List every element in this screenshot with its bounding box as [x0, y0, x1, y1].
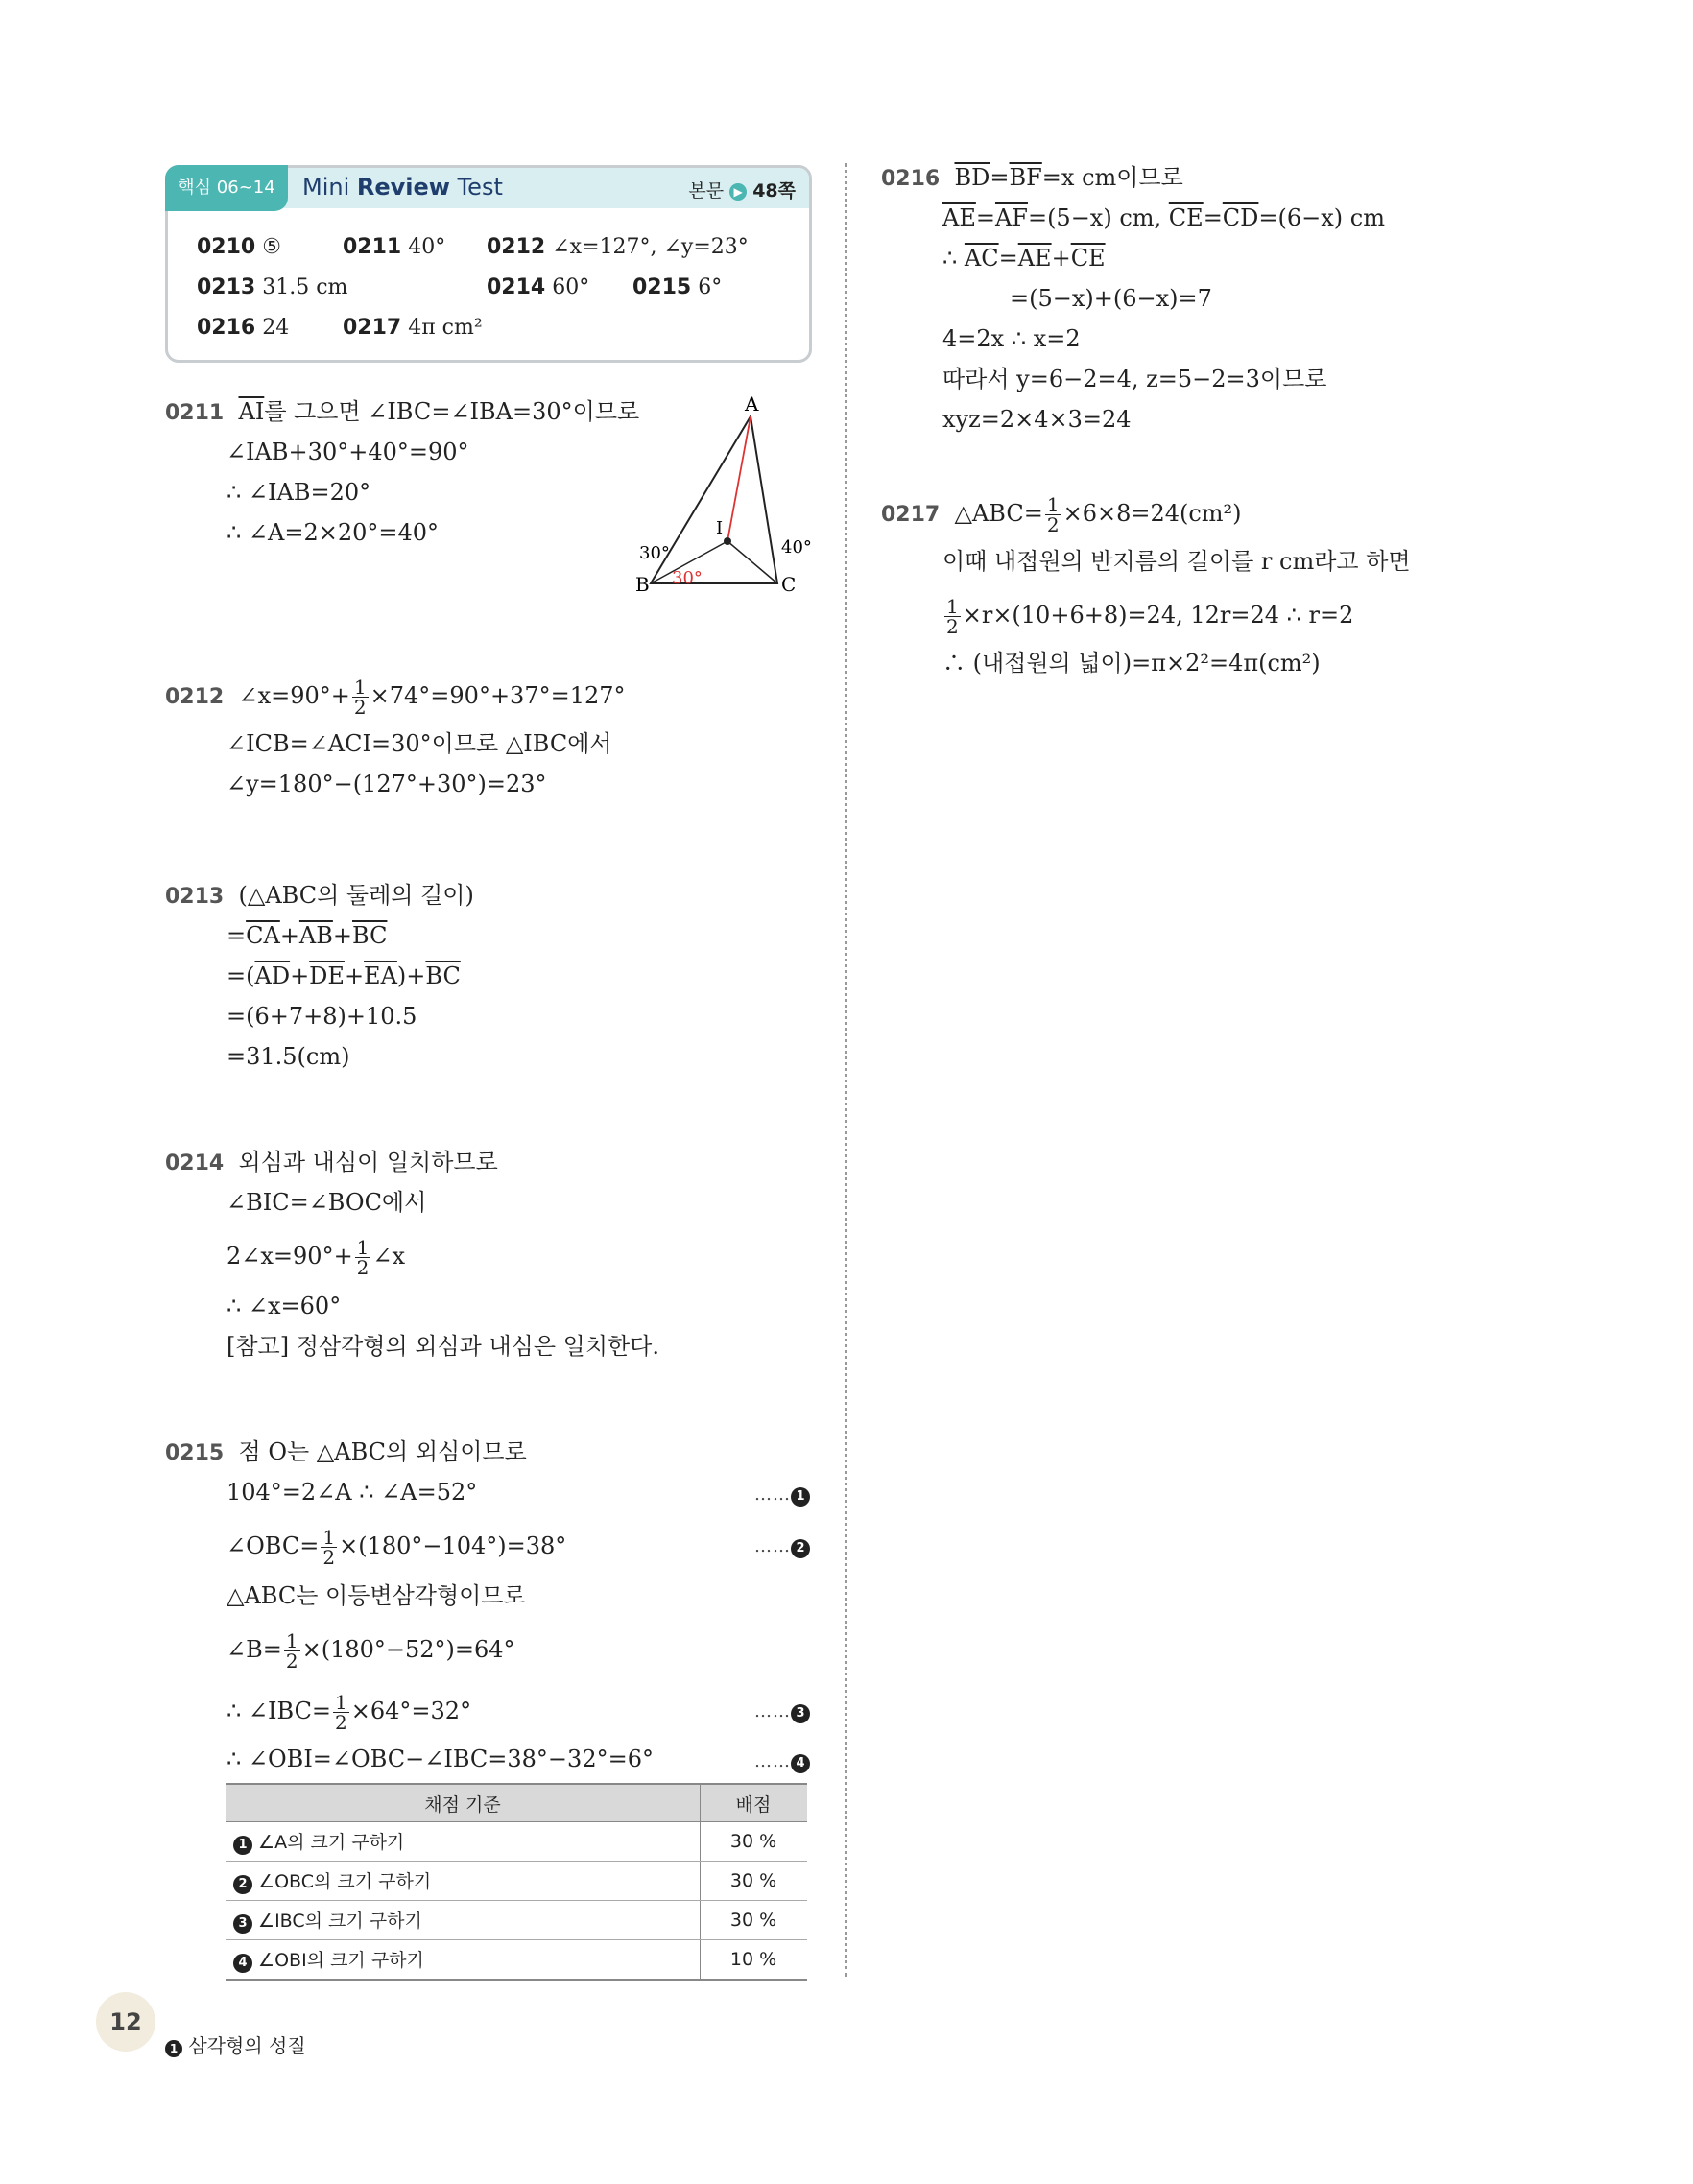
- table-row: [226, 1940, 807, 1981]
- segment-cd: $\overline{CD}$: [1222, 204, 1259, 231]
- step-marker-2: [754, 1530, 810, 1561]
- incenter-point: [724, 537, 731, 545]
- table-row: [226, 1901, 807, 1940]
- segment-ea: $\overline{EA}$: [364, 962, 397, 989]
- t: =(6−x) cm: [1258, 204, 1385, 231]
- numerator: 1: [322, 1526, 336, 1549]
- answer-0214: [487, 275, 589, 299]
- page-number: 12: [96, 1992, 155, 2052]
- problem-number: 0212: [165, 685, 225, 709]
- chapter-title: 삼각형의 성질: [188, 2034, 306, 2057]
- solution-0216-line6: 따라서 y=6−2=4, z=5−2=3이므로: [942, 366, 1327, 392]
- answer-val: 31.5 cm: [262, 275, 348, 299]
- segment-de: $\overline{DE}$: [309, 962, 345, 989]
- solution-0216-line4: =(5−x)+(6−x)=7: [1010, 285, 1212, 312]
- t: =x cm이므로: [1041, 164, 1183, 191]
- solution-0217-line2: 이때 내접원의 반지름의 길이를 r cm라고 하면: [942, 548, 1411, 575]
- criteria-text: ∠OBI의 크기 구하기: [258, 1950, 424, 1971]
- denominator: 2: [335, 1711, 347, 1734]
- t: +: [279, 922, 299, 949]
- answer-num: 0215: [632, 275, 692, 299]
- solution-0214-note: [참고] 정삼각형의 외심과 내심은 일치한다.: [227, 1333, 659, 1360]
- problem-number: 0215: [165, 1441, 225, 1465]
- answer-val: 40°: [408, 235, 446, 259]
- text: ×74°=90°+37°=127°: [370, 682, 626, 709]
- solution-0214-line4: ∴ ∠x=60°: [227, 1293, 342, 1319]
- angle-label-b: 30°: [639, 543, 670, 563]
- step-marker-4: [754, 1745, 810, 1776]
- segment-ac: $\overline{AC}$: [964, 245, 999, 272]
- solution-0217-line1: [881, 495, 1242, 534]
- text: 를 그으면 ∠IBC=∠IBA=30°이므로: [264, 398, 640, 425]
- answer-val: ⑤: [262, 235, 281, 259]
- solution-0212-line3: ∠y=180°−(127°+30°)=23°: [227, 771, 547, 797]
- fraction: [333, 1693, 349, 1732]
- answer-0216: [197, 316, 289, 340]
- segment-bf: $\overline{BF}$: [1009, 164, 1042, 191]
- segment-ci: [727, 541, 777, 583]
- marker-1-icon: 1: [233, 1836, 252, 1855]
- answer-num: 0217: [343, 316, 402, 340]
- answer-num: 0212: [487, 235, 546, 259]
- review-title-test: Test: [449, 174, 503, 201]
- segment-ae: $\overline{AE}$: [942, 204, 976, 231]
- text: 외심과 내심이 일치하므로: [238, 1149, 498, 1175]
- solution-0215-line2: 104°=2∠A ∴ ∠A=52°: [227, 1479, 478, 1506]
- solution-0216-line2: [942, 203, 1385, 232]
- solution-0215-line4: △ABC는 이등변삼각형이므로: [227, 1582, 526, 1609]
- marker-3-icon: 3: [791, 1704, 810, 1723]
- solution-0211-line3: ∴ ∠IAB=20°: [227, 479, 371, 506]
- answer-0215: [632, 275, 722, 299]
- problem-number: 0217: [881, 503, 941, 527]
- mini-review-box: [165, 165, 812, 363]
- solution-0215-line3: [227, 1528, 566, 1567]
- solution-0213-line3: [227, 961, 461, 990]
- points-cell: 30 %: [701, 1822, 808, 1862]
- denominator: 2: [356, 1256, 370, 1279]
- text: ×(180°−104°)=38°: [339, 1532, 567, 1559]
- problem-number: 0211: [165, 401, 225, 425]
- t: ∴: [942, 245, 965, 272]
- fraction: [944, 597, 961, 636]
- t: =: [1203, 204, 1223, 231]
- angle-label-b2: 30°: [672, 568, 703, 588]
- solution-0215-line5: [227, 1631, 515, 1671]
- t: =(: [227, 962, 255, 989]
- numerator: 1: [356, 1236, 370, 1259]
- marker-4-icon: 4: [791, 1754, 810, 1773]
- criteria-cell: [226, 1822, 701, 1862]
- review-page-ref: [688, 177, 796, 202]
- answer-num: 0213: [197, 275, 256, 299]
- text: ∴ ∠IBC=: [227, 1697, 332, 1724]
- t: +: [290, 962, 310, 989]
- denominator: 2: [353, 696, 367, 719]
- marker-2-icon: 2: [233, 1875, 252, 1894]
- solution-0213-line2: [227, 921, 387, 950]
- solution-0213-line4: =(6+7+8)+10.5: [227, 1003, 417, 1030]
- t: =: [998, 245, 1018, 272]
- denominator: 2: [322, 1546, 336, 1569]
- marker-1-icon: 1: [791, 1487, 810, 1507]
- fraction: [284, 1631, 300, 1671]
- solution-0217-line3: [942, 597, 1353, 636]
- segment-ca: $\overline{CA}$: [246, 922, 280, 949]
- answer-num: 0211: [343, 235, 402, 259]
- segment-bd: $\overline{BD}$: [954, 164, 990, 191]
- dots: ……: [754, 1536, 791, 1556]
- solution-0215-line6: [227, 1693, 471, 1732]
- marker-3-icon: 3: [233, 1914, 252, 1934]
- answer-0211: [343, 235, 445, 259]
- header-criteria: 채점 기준: [226, 1784, 701, 1822]
- ref-page: 48쪽: [752, 180, 796, 202]
- table-row: [226, 1862, 807, 1901]
- solution-0212-line1: [165, 677, 626, 717]
- review-title-mini: Mini: [302, 174, 357, 201]
- label-b: B: [635, 573, 650, 596]
- arrow-right-icon: ▶: [729, 183, 747, 201]
- text: ×r×(10+6+8)=24, 12r=24 ∴ r=2: [962, 602, 1354, 629]
- review-tag: 핵심 06~14: [165, 165, 288, 211]
- points-cell: 30 %: [701, 1862, 808, 1901]
- solution-0216-line7: xyz=2×4×3=24: [942, 406, 1132, 433]
- problem-number: 0216: [881, 167, 941, 191]
- points-cell: 10 %: [701, 1940, 808, 1981]
- text: 점 O는 △ABC의 외심이므로: [238, 1438, 527, 1465]
- header-points: 배점: [701, 1784, 808, 1822]
- table-row: [226, 1822, 807, 1862]
- criteria-cell: [226, 1901, 701, 1940]
- text: 2∠x=90°+: [227, 1243, 353, 1270]
- fraction: [321, 1528, 337, 1567]
- numerator: 1: [285, 1629, 298, 1652]
- answer-num: 0214: [487, 275, 546, 299]
- text: (△ABC의 둘레의 길이): [238, 882, 474, 909]
- ref-label: 본문: [688, 180, 725, 202]
- text: ∠x=90°+: [238, 682, 350, 709]
- segment-ad: $\overline{AD}$: [254, 962, 291, 989]
- text: ∠x: [372, 1243, 406, 1270]
- angle-label-c: 40°: [781, 537, 812, 558]
- points-cell: 30 %: [701, 1901, 808, 1940]
- segment-ab: $\overline{AB}$: [298, 922, 333, 949]
- numerator: 1: [946, 595, 959, 618]
- scoring-table: [226, 1783, 807, 1981]
- criteria-text: ∠IBC의 크기 구하기: [258, 1911, 422, 1932]
- solution-0212-line2: ∠ICB=∠ACI=30°이므로 △IBC에서: [227, 730, 612, 757]
- numerator: 1: [335, 1691, 347, 1714]
- t: +: [344, 962, 365, 989]
- table-header-row: [226, 1784, 807, 1822]
- segment-ae: $\overline{AE}$: [1017, 245, 1052, 272]
- t: )+: [396, 962, 426, 989]
- denominator: 2: [946, 615, 959, 638]
- segment-af: $\overline{AF}$: [994, 204, 1028, 231]
- solution-0216-line3: [942, 244, 1106, 273]
- solution-0215-line1: [165, 1437, 527, 1468]
- answer-0213: [197, 275, 347, 299]
- answer-val: 60°: [552, 275, 590, 299]
- fraction: [1045, 495, 1061, 534]
- denominator: 2: [285, 1650, 298, 1673]
- label-c: C: [781, 573, 797, 596]
- solution-0215-line7: ∴ ∠OBI=∠OBC−∠IBC=38°−32°=6°: [227, 1745, 654, 1772]
- triangle-figure: [633, 393, 816, 605]
- segment-ai: $\overline{AI}$: [238, 398, 265, 425]
- text: ×(180°−52°)=64°: [301, 1636, 515, 1663]
- marker-4-icon: 4: [233, 1954, 252, 1973]
- answer-0210: [197, 235, 281, 259]
- numerator: 1: [1046, 493, 1060, 516]
- solution-0211-line4: ∴ ∠A=2×20°=40°: [227, 519, 440, 546]
- segment-ce: $\overline{CE}$: [1070, 245, 1106, 272]
- text: ∠B=: [227, 1636, 282, 1663]
- text: ×6×8=24(cm²): [1062, 500, 1242, 527]
- segment-bc: $\overline{BC}$: [425, 962, 461, 989]
- label-a: A: [745, 393, 759, 415]
- problem-number: 0213: [165, 885, 225, 909]
- solution-0214-line2: ∠BIC=∠BOC에서: [227, 1189, 427, 1216]
- fraction: [355, 1238, 371, 1277]
- t: =: [975, 204, 995, 231]
- t: =: [990, 164, 1010, 191]
- review-title: [302, 174, 503, 201]
- t: =: [227, 922, 247, 949]
- solution-0211-line1: [165, 397, 639, 428]
- answer-val: 6°: [698, 275, 723, 299]
- text: ∠OBC=: [227, 1532, 320, 1559]
- fraction: [352, 677, 369, 717]
- solution-0214-line3: [227, 1238, 405, 1277]
- review-title-review: Review: [356, 174, 450, 201]
- solution-0213-line1: [165, 881, 474, 912]
- solution-0216-line1: [881, 163, 1183, 194]
- step-marker-3: [754, 1695, 810, 1726]
- dots: ……: [754, 1701, 791, 1721]
- dots: ……: [754, 1484, 791, 1505]
- chapter-label: [165, 2030, 306, 2058]
- solution-0211-line2: ∠IAB+30°+40°=90°: [227, 439, 469, 465]
- criteria-text: ∠OBC의 크기 구하기: [258, 1871, 432, 1892]
- denominator: 2: [1046, 513, 1060, 536]
- t: +: [332, 922, 352, 949]
- dots: ……: [754, 1751, 791, 1771]
- answer-0212: [487, 235, 749, 259]
- solution-0216-line5: 4=2x ∴ x=2: [942, 325, 1081, 352]
- step-marker-1: [754, 1478, 810, 1509]
- solution-0217-line4: ∴ (내접원의 넓이)=π×2²=4π(cm²): [942, 650, 1321, 677]
- chapter-marker-icon: 1: [165, 2040, 182, 2057]
- text: △ABC=: [954, 500, 1043, 527]
- segment-bc: $\overline{BC}$: [352, 922, 388, 949]
- column-divider: [845, 163, 847, 1977]
- solution-0214-line1: [165, 1148, 498, 1178]
- criteria-cell: [226, 1862, 701, 1901]
- answer-num: 0216: [197, 316, 256, 340]
- answer-val: ∠x=127°, ∠y=23°: [552, 235, 749, 259]
- text: ×64°=32°: [350, 1697, 472, 1724]
- label-i: I: [716, 518, 724, 538]
- t: =(5−x) cm,: [1027, 204, 1169, 231]
- answer-0217: [343, 316, 483, 340]
- t: +: [1051, 245, 1071, 272]
- marker-2-icon: 2: [791, 1539, 810, 1558]
- numerator: 1: [353, 676, 367, 699]
- criteria-text: ∠A의 크기 구하기: [258, 1832, 405, 1853]
- segment-ce: $\overline{CE}$: [1168, 204, 1204, 231]
- problem-number: 0214: [165, 1151, 225, 1175]
- criteria-cell: [226, 1940, 701, 1981]
- answer-num: 0210: [197, 235, 256, 259]
- answer-val: 24: [262, 316, 290, 340]
- solution-0213-line5: =31.5(cm): [227, 1043, 350, 1070]
- answer-val: 4π cm²: [408, 316, 483, 340]
